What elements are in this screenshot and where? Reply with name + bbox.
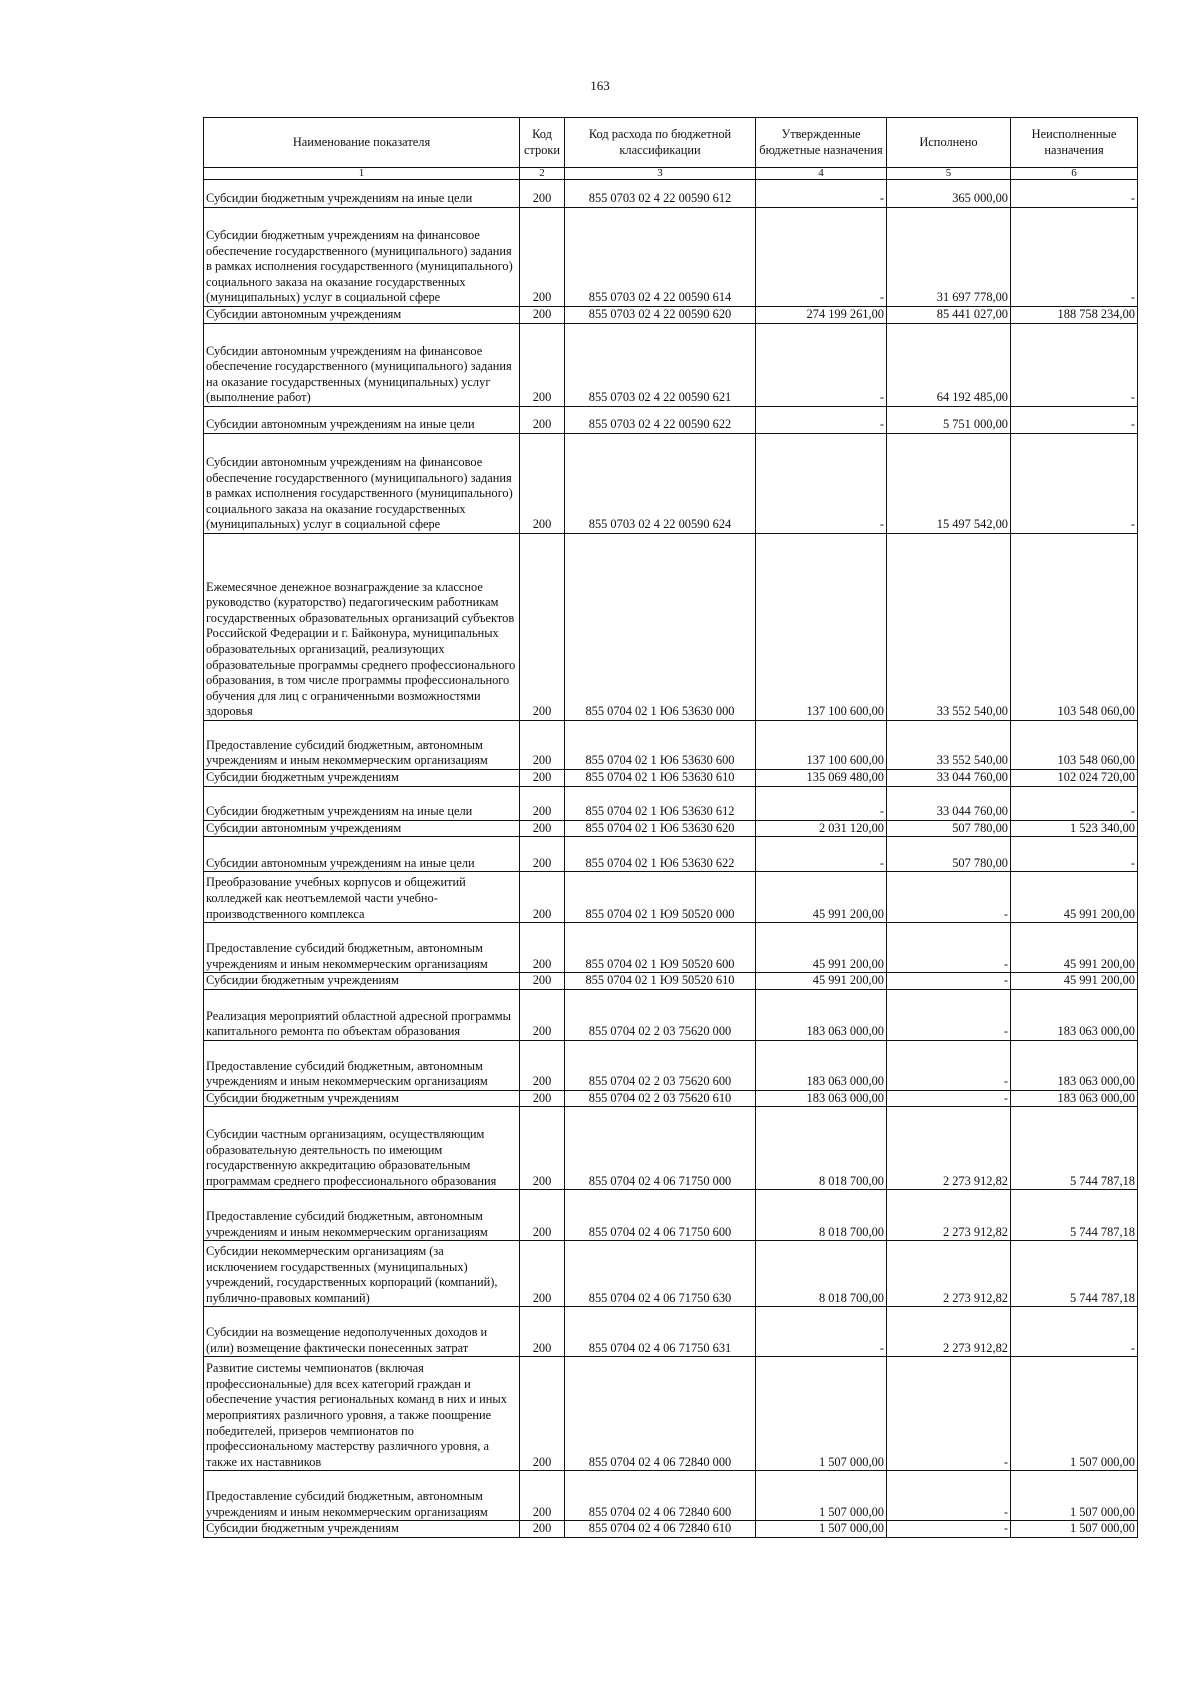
row-name: Субсидии некоммерческим организациям (за исключением государственных (муниципальных) учреждений, государственных корпораций (компаний), публично-правовых компаний) [204,1241,520,1307]
column-number: 4 [756,168,887,180]
row-line-code: 200 [520,1521,565,1538]
row-expense-code: 855 0703 02 4 22 00590 624 [565,434,756,534]
row-expense-code: 855 0704 02 1 Ю6 53630 000 [565,534,756,721]
row-line-code: 200 [520,872,565,923]
row-approved: 183 063 000,00 [756,1040,887,1090]
row-approved: - [756,786,887,820]
row-expense-code: 855 0704 02 1 Ю6 53630 610 [565,770,756,787]
row-executed: 365 000,00 [887,180,1011,208]
row-executed: - [887,1357,1011,1471]
row-expense-code: 855 0704 02 4 06 71750 630 [565,1241,756,1307]
row-executed: 33 552 540,00 [887,534,1011,721]
table-body [204,180,1138,1538]
header-approved: Утвержденные бюджетные назначения [756,118,887,168]
table-row [204,208,1138,307]
table-row [204,324,1138,407]
row-remaining: - [1011,180,1138,208]
header-remaining: Неисполненные назначения [1011,118,1138,168]
row-name: Преобразование учебных корпусов и общежитий колледжей как неотъемлемой части учебно-производственного комплекса [204,872,520,923]
table-row [204,820,1138,837]
row-executed: 31 697 778,00 [887,208,1011,307]
table-row [204,1357,1138,1471]
row-approved: 8 018 700,00 [756,1107,887,1190]
row-expense-code: 855 0704 02 1 Ю9 50520 600 [565,923,756,973]
row-remaining: 1 507 000,00 [1011,1471,1138,1521]
row-approved: 2 031 120,00 [756,820,887,837]
row-name: Предоставление субсидий бюджетным, автономным учреждениям и иным некоммерческим организациям [204,1040,520,1090]
row-remaining: - [1011,434,1138,534]
row-line-code: 200 [520,407,565,434]
row-name: Субсидии частным организациям, осуществляющим образовательную деятельность по имеющим государственную аккредитацию образовательным программам среднего профессионального образования [204,1107,520,1190]
row-executed: 2 273 912,82 [887,1190,1011,1241]
row-approved: - [756,407,887,434]
row-line-code: 200 [520,989,565,1040]
row-executed: 15 497 542,00 [887,434,1011,534]
row-executed: 64 192 485,00 [887,324,1011,407]
header-line-code: Код строки [520,118,565,168]
row-remaining: - [1011,786,1138,820]
header-indicator-name: Наименование показателя [204,118,520,168]
row-name: Ежемесячное денежное вознаграждение за классное руководство (кураторство) педагогическим работникам государственных образовательных организаций субъектов Российской Федерации и г. Байконура, муниципальных образовательных организаций, реализующих образовательные программы среднего профессионального образования, в том числе программы профессионального обучения для лиц с ограниченными возможностями здоровья [204,534,520,721]
row-executed: 2 273 912,82 [887,1241,1011,1307]
row-line-code: 200 [520,923,565,973]
row-remaining: 5 744 787,18 [1011,1107,1138,1190]
table-row [204,1090,1138,1107]
row-line-code: 200 [520,837,565,872]
row-executed: 2 273 912,82 [887,1307,1011,1357]
row-remaining: 103 548 060,00 [1011,534,1138,721]
row-executed: - [887,1040,1011,1090]
header-executed: Исполнено [887,118,1011,168]
row-approved: 8 018 700,00 [756,1241,887,1307]
column-number: 3 [565,168,756,180]
row-line-code: 200 [520,208,565,307]
table-row [204,770,1138,787]
row-line-code: 200 [520,1107,565,1190]
row-approved: 137 100 600,00 [756,534,887,721]
row-line-code: 200 [520,1357,565,1471]
row-approved: 1 507 000,00 [756,1357,887,1471]
row-name: Субсидии бюджетным учреждениям [204,1090,520,1107]
row-name: Субсидии автономным учреждениям [204,820,520,837]
table-row [204,1040,1138,1090]
row-expense-code: 855 0704 02 1 Ю9 50520 000 [565,872,756,923]
row-name: Предоставление субсидий бюджетным, автономным учреждениям и иным некоммерческим организациям [204,923,520,973]
row-remaining: 45 991 200,00 [1011,923,1138,973]
column-number-row [204,168,1138,180]
table-row [204,1241,1138,1307]
column-number: 2 [520,168,565,180]
row-approved: - [756,208,887,307]
row-line-code: 200 [520,1307,565,1357]
row-remaining: 5 744 787,18 [1011,1241,1138,1307]
row-name: Субсидии бюджетным учреждениям на финансовое обеспечение государственного (муниципального) задания в рамках исполнения государственного (муниципального) социального заказа на оказание государственных (муниципальных) услуг в социальной сфере [204,208,520,307]
row-executed: 507 780,00 [887,837,1011,872]
row-expense-code: 855 0704 02 1 Ю9 50520 610 [565,973,756,990]
row-name: Субсидии бюджетным учреждениям [204,1521,520,1538]
table-row [204,989,1138,1040]
table-row [204,872,1138,923]
page-number: 163 [590,78,610,93]
row-expense-code: 855 0704 02 2 03 75620 000 [565,989,756,1040]
row-approved: - [756,1307,887,1357]
row-name: Предоставление субсидий бюджетным, автономным учреждениям и иным некоммерческим организациям [204,721,520,770]
row-approved: 8 018 700,00 [756,1190,887,1241]
row-remaining: 102 024 720,00 [1011,770,1138,787]
row-approved: 45 991 200,00 [756,973,887,990]
row-expense-code: 855 0704 02 4 06 72840 610 [565,1521,756,1538]
column-number: 5 [887,168,1011,180]
row-remaining: 45 991 200,00 [1011,872,1138,923]
row-expense-code: 855 0704 02 4 06 71750 600 [565,1190,756,1241]
table-row [204,1307,1138,1357]
row-expense-code: 855 0704 02 4 06 71750 000 [565,1107,756,1190]
row-remaining: 183 063 000,00 [1011,989,1138,1040]
row-remaining: - [1011,1307,1138,1357]
row-name: Развитие системы чемпионатов (включая профессиональные) для всех категорий граждан и обеспечение участия региональных команд в них и иных мероприятиях различного уровня, а также поощрение победителей, призеров чемпионатов по профессиональному мастерству различного уровня, а также их наставников [204,1357,520,1471]
row-executed: 33 552 540,00 [887,721,1011,770]
table-row [204,973,1138,990]
row-executed: 85 441 027,00 [887,307,1011,324]
row-executed: - [887,1471,1011,1521]
table-row [204,1107,1138,1190]
row-line-code: 200 [520,1040,565,1090]
row-name: Предоставление субсидий бюджетным, автономным учреждениям и иным некоммерческим организациям [204,1190,520,1241]
row-executed: 2 273 912,82 [887,1107,1011,1190]
table-row [204,1190,1138,1241]
row-remaining: - [1011,407,1138,434]
table-row [204,434,1138,534]
table-row [204,180,1138,208]
row-approved: - [756,180,887,208]
row-line-code: 200 [520,786,565,820]
row-line-code: 200 [520,307,565,324]
row-expense-code: 855 0704 02 4 06 71750 631 [565,1307,756,1357]
row-name: Реализация мероприятий областной адресной программы капитального ремонта по объектам образования [204,989,520,1040]
row-line-code: 200 [520,180,565,208]
row-name: Субсидии бюджетным учреждениям [204,973,520,990]
row-executed: - [887,989,1011,1040]
row-approved: - [756,837,887,872]
row-remaining: - [1011,837,1138,872]
row-expense-code: 855 0703 02 4 22 00590 621 [565,324,756,407]
row-approved: 183 063 000,00 [756,1090,887,1107]
row-line-code: 200 [520,770,565,787]
row-remaining: 1 523 340,00 [1011,820,1138,837]
row-executed: 5 751 000,00 [887,407,1011,434]
row-expense-code: 855 0703 02 4 22 00590 614 [565,208,756,307]
row-approved: 45 991 200,00 [756,923,887,973]
row-name: Субсидии на возмещение недополученных доходов и (или) возмещение фактически понесенных затрат [204,1307,520,1357]
row-name: Субсидии автономным учреждениям на финансовое обеспечение государственного (муниципального) задания на оказание государственных (муниципальных) услуг (выполнение работ) [204,324,520,407]
row-line-code: 200 [520,434,565,534]
table-header-row [204,118,1138,168]
row-approved: 137 100 600,00 [756,721,887,770]
row-approved: - [756,434,887,534]
row-line-code: 200 [520,1471,565,1521]
row-remaining: 5 744 787,18 [1011,1190,1138,1241]
row-approved: 135 069 480,00 [756,770,887,787]
row-name: Субсидии автономным учреждениям на иные цели [204,407,520,434]
row-executed: 33 044 760,00 [887,770,1011,787]
row-remaining: 45 991 200,00 [1011,973,1138,990]
row-remaining: - [1011,324,1138,407]
table-row [204,407,1138,434]
header-expense-code: Код расхода по бюджетной классификации [565,118,756,168]
row-remaining: 103 548 060,00 [1011,721,1138,770]
row-remaining: 188 758 234,00 [1011,307,1138,324]
row-line-code: 200 [520,1190,565,1241]
row-expense-code: 855 0704 02 1 Ю6 53630 620 [565,820,756,837]
row-name: Субсидии автономным учреждениям [204,307,520,324]
row-line-code: 200 [520,534,565,721]
row-name: Предоставление субсидий бюджетным, автономным учреждениям и иным некоммерческим организациям [204,1471,520,1521]
row-line-code: 200 [520,1090,565,1107]
row-remaining: 183 063 000,00 [1011,1040,1138,1090]
row-expense-code: 855 0704 02 1 Ю6 53630 612 [565,786,756,820]
row-expense-code: 855 0704 02 1 Ю6 53630 600 [565,721,756,770]
row-approved: 274 199 261,00 [756,307,887,324]
budget-execution-table [203,117,1138,1538]
row-name: Субсидии бюджетным учреждениям [204,770,520,787]
row-approved: - [756,324,887,407]
row-line-code: 200 [520,324,565,407]
row-expense-code: 855 0704 02 2 03 75620 600 [565,1040,756,1090]
row-executed: - [887,973,1011,990]
row-approved: 45 991 200,00 [756,872,887,923]
row-executed: 507 780,00 [887,820,1011,837]
row-name: Субсидии бюджетным учреждениям на иные цели [204,786,520,820]
row-expense-code: 855 0703 02 4 22 00590 620 [565,307,756,324]
table-row [204,923,1138,973]
row-name: Субсидии автономным учреждениям на финансовое обеспечение государственного (муниципального) задания в рамках исполнения государственного (муниципального) социального заказа на оказание государственных (муниципальных) услуг в социальной сфере [204,434,520,534]
row-executed: 33 044 760,00 [887,786,1011,820]
row-name: Субсидии бюджетным учреждениям на иные цели [204,180,520,208]
table-row [204,1521,1138,1538]
row-line-code: 200 [520,1241,565,1307]
table-row [204,786,1138,820]
row-line-code: 200 [520,820,565,837]
row-executed: - [887,1521,1011,1538]
row-approved: 183 063 000,00 [756,989,887,1040]
table-row [204,307,1138,324]
table-row [204,534,1138,721]
row-expense-code: 855 0703 02 4 22 00590 622 [565,407,756,434]
row-approved: 1 507 000,00 [756,1471,887,1521]
row-expense-code: 855 0704 02 2 03 75620 610 [565,1090,756,1107]
row-approved: 1 507 000,00 [756,1521,887,1538]
row-remaining: 183 063 000,00 [1011,1090,1138,1107]
table-row [204,1471,1138,1521]
row-expense-code: 855 0704 02 1 Ю6 53630 622 [565,837,756,872]
row-remaining: - [1011,208,1138,307]
row-name: Субсидии автономным учреждениям на иные цели [204,837,520,872]
row-line-code: 200 [520,721,565,770]
table-row [204,721,1138,770]
row-executed: - [887,872,1011,923]
row-remaining: 1 507 000,00 [1011,1521,1138,1538]
row-expense-code: 855 0703 02 4 22 00590 612 [565,180,756,208]
row-executed: - [887,923,1011,973]
column-number: 1 [204,168,520,180]
table-row [204,837,1138,872]
row-expense-code: 855 0704 02 4 06 72840 000 [565,1357,756,1471]
row-remaining: 1 507 000,00 [1011,1357,1138,1471]
column-number: 6 [1011,168,1138,180]
row-expense-code: 855 0704 02 4 06 72840 600 [565,1471,756,1521]
row-executed: - [887,1090,1011,1107]
row-line-code: 200 [520,973,565,990]
